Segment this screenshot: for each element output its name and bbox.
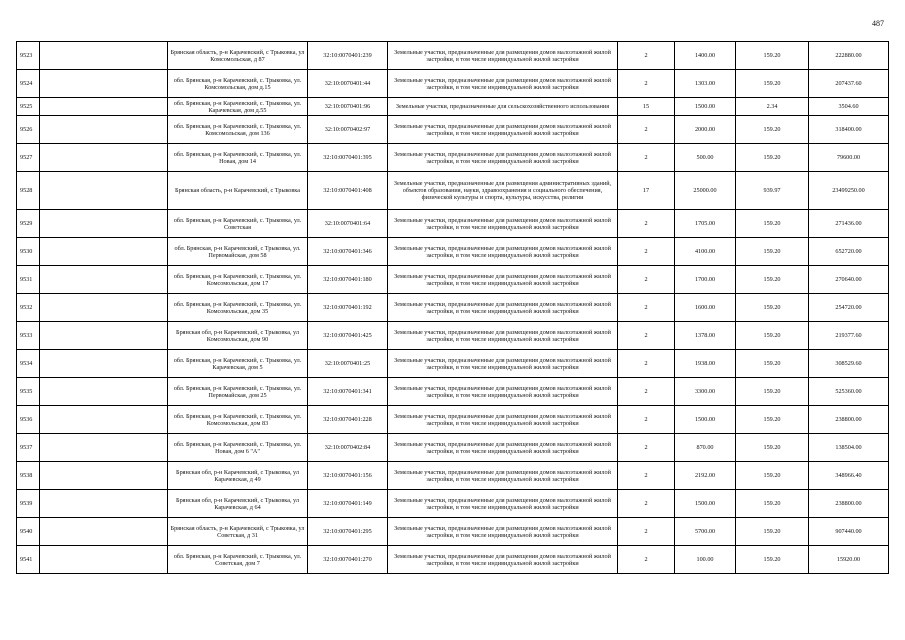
blank-cell xyxy=(40,172,168,210)
table-row xyxy=(17,490,889,518)
cadastral-number-cell: 32:10:0070401:180 xyxy=(308,266,388,294)
category-cell: 2 xyxy=(618,266,675,294)
table-row xyxy=(17,406,889,434)
blank-cell xyxy=(40,518,168,546)
cadastral-value-cell: 270640.00 xyxy=(809,266,889,294)
cadastral-number-cell: 32:10:0070401:228 xyxy=(308,406,388,434)
cadastral-value-cell: 3504.60 xyxy=(809,98,889,116)
category-cell: 2 xyxy=(618,144,675,172)
cadastral-number-cell: 32:10:0070401:341 xyxy=(308,378,388,406)
area-cell: 1500.00 xyxy=(675,406,736,434)
row-number-cell: 9528 xyxy=(17,172,40,210)
row-number-cell: 9539 xyxy=(17,490,40,518)
address-cell: Брянская обл, р-н Карачевский, с Трыковка, ул Комсомольская, дом 90 xyxy=(168,322,308,350)
address-cell: обл. Брянская, р-н Карачевский, с. Трыковка, ул. Комсомольская, дом 35 xyxy=(168,294,308,322)
cadastral-value-cell: 238800.00 xyxy=(809,490,889,518)
area-cell: 1303.00 xyxy=(675,70,736,98)
area-cell: 4100.00 xyxy=(675,238,736,266)
land-use-cell: Земельные участки, предназначенные для размещения домов малоэтажной жилой застройки, в том числе индивидуальной жилой застройки xyxy=(388,322,618,350)
cadastral-number-cell: 32:10:0070401:408 xyxy=(308,172,388,210)
land-use-cell: Земельные участки, предназначенные для размещения домов малоэтажной жилой застройки, в том числе индивидуальной жилой застройки xyxy=(388,434,618,462)
unit-value-cell: 159.20 xyxy=(736,210,809,238)
unit-value-cell: 159.20 xyxy=(736,462,809,490)
category-cell: 2 xyxy=(618,70,675,98)
area-cell: 3300.00 xyxy=(675,378,736,406)
row-number-cell: 9531 xyxy=(17,266,40,294)
area-cell: 500.00 xyxy=(675,144,736,172)
cadastral-number-cell: 32:10:0070401:239 xyxy=(308,42,388,70)
land-use-cell: Земельные участки, предназначенные для размещения домов малоэтажной жилой застройки, в том числе индивидуальной жилой застройки xyxy=(388,210,618,238)
cadastral-number-cell: 32:10:0070401:425 xyxy=(308,322,388,350)
land-use-cell: Земельные участки, предназначенные для размещения домов малоэтажной жилой застройки, в том числе индивидуальной жилой застройки xyxy=(388,238,618,266)
table-row xyxy=(17,70,889,98)
unit-value-cell: 159.20 xyxy=(736,116,809,144)
address-cell: Брянская обл, р-н Карачевский, с Трыковка, ул Карачевская, д 64 xyxy=(168,490,308,518)
category-cell: 2 xyxy=(618,350,675,378)
land-use-cell: Земельные участки, предназначенные для сельскохозяйственного использования xyxy=(388,98,618,116)
cadastral-value-cell: 271436.00 xyxy=(809,210,889,238)
cadastral-value-cell: 219377.60 xyxy=(809,322,889,350)
category-cell: 2 xyxy=(618,434,675,462)
category-cell: 2 xyxy=(618,210,675,238)
table-body xyxy=(17,42,889,574)
land-use-cell: Земельные участки, предназначенные для размещения домов малоэтажной жилой застройки, в том числе индивидуальной жилой застройки xyxy=(388,266,618,294)
area-cell: 1500.00 xyxy=(675,490,736,518)
blank-cell xyxy=(40,116,168,144)
unit-value-cell: 159.20 xyxy=(736,144,809,172)
category-cell: 2 xyxy=(618,116,675,144)
land-use-cell: Земельные участки, предназначенные для размещения административных зданий, объектов образования, науки, здравоохранения и социального обеспечения, физической культуры и спорта, культуры, искусства, религии xyxy=(388,172,618,210)
unit-value-cell: 159.20 xyxy=(736,406,809,434)
blank-cell xyxy=(40,210,168,238)
cadastral-number-cell: 32:10:0070401:96 xyxy=(308,98,388,116)
unit-value-cell: 159.20 xyxy=(736,518,809,546)
row-number-cell: 9533 xyxy=(17,322,40,350)
area-cell: 1500.00 xyxy=(675,98,736,116)
address-cell: обл. Брянская, р-н Карачевский, с. Трыковка, ул. Комсомольская, дом 136 xyxy=(168,116,308,144)
cadastral-value-cell: 318400.00 xyxy=(809,116,889,144)
address-cell: Брянская область, р-н Карачевский, с Трыковка xyxy=(168,172,308,210)
cadastral-value-cell: 79600.00 xyxy=(809,144,889,172)
cadastral-value-cell: 15920.00 xyxy=(809,546,889,574)
cadastral-number-cell: 32:10:0070402:84 xyxy=(308,434,388,462)
blank-cell xyxy=(40,266,168,294)
table-row xyxy=(17,322,889,350)
blank-cell xyxy=(40,322,168,350)
category-cell: 2 xyxy=(618,42,675,70)
category-cell: 17 xyxy=(618,172,675,210)
category-cell: 2 xyxy=(618,490,675,518)
address-cell: обл. Брянская, р-н Карачевский, с. Трыковка, ул. Карачевская, дом 5 xyxy=(168,350,308,378)
cadastral-number-cell: 32:10:0070401:270 xyxy=(308,546,388,574)
cadastral-value-cell: 254720.00 xyxy=(809,294,889,322)
unit-value-cell: 159.20 xyxy=(736,350,809,378)
cadastral-number-cell: 32:10:0070401:395 xyxy=(308,144,388,172)
blank-cell xyxy=(40,294,168,322)
row-number-cell: 9541 xyxy=(17,546,40,574)
row-number-cell: 9532 xyxy=(17,294,40,322)
row-number-cell: 9536 xyxy=(17,406,40,434)
cadastral-number-cell: 32:10:0070402:97 xyxy=(308,116,388,144)
cadastral-value-cell: 138504.00 xyxy=(809,434,889,462)
area-cell: 25000.00 xyxy=(675,172,736,210)
cadastral-value-cell: 525360.00 xyxy=(809,378,889,406)
cadastral-number-cell: 32:10:0070401:192 xyxy=(308,294,388,322)
table-row xyxy=(17,144,889,172)
unit-value-cell: 159.20 xyxy=(736,434,809,462)
address-cell: Брянская обл, р-н Карачевский, с Трыковка, ул Карачевская, д 49 xyxy=(168,462,308,490)
page-number: 487 xyxy=(872,19,884,28)
land-use-cell: Земельные участки, предназначенные для размещения домов малоэтажной жилой застройки, в том числе индивидуальной жилой застройки xyxy=(388,490,618,518)
cadastral-number-cell: 32:10:0070401:64 xyxy=(308,210,388,238)
address-cell: обл. Брянская, р-н Карачевский, с. Трыковка, ул. Советская, дом 7 xyxy=(168,546,308,574)
address-cell: обл. Брянская, р-н Карачевский, с. Трыковка, ул. Новая, дом 6 "А" xyxy=(168,434,308,462)
blank-cell xyxy=(40,378,168,406)
unit-value-cell: 2.34 xyxy=(736,98,809,116)
address-cell: обл. Брянская, р-н Карачевский, с. Трыковка, ул. Первомайская, дом 25 xyxy=(168,378,308,406)
cadastral-number-cell: 32:10:0070401:295 xyxy=(308,518,388,546)
area-cell: 1400.00 xyxy=(675,42,736,70)
blank-cell xyxy=(40,462,168,490)
blank-cell xyxy=(40,70,168,98)
land-use-cell: Земельные участки, предназначенные для размещения домов малоэтажной жилой застройки, в том числе индивидуальной жилой застройки xyxy=(388,70,618,98)
row-number-cell: 9529 xyxy=(17,210,40,238)
table-row xyxy=(17,518,889,546)
cadastral-value-cell: 207437.60 xyxy=(809,70,889,98)
category-cell: 2 xyxy=(618,462,675,490)
address-cell: обл. Брянская, р-н Карачевский, с. Трыковка, ул. Карачевская, дом д.55 xyxy=(168,98,308,116)
address-cell: обл. Брянская, р-н Карачевский, с. Трыковка, ул. Новая, дом 14 xyxy=(168,144,308,172)
table-row xyxy=(17,546,889,574)
cadastral-number-cell: 32:10:0070401:156 xyxy=(308,462,388,490)
cadastral-value-cell: 348966.40 xyxy=(809,462,889,490)
cadastral-value-table xyxy=(16,41,889,574)
table-row xyxy=(17,42,889,70)
row-number-cell: 9525 xyxy=(17,98,40,116)
table-row xyxy=(17,350,889,378)
land-use-cell: Земельные участки, предназначенные для размещения домов малоэтажной жилой застройки, в том числе индивидуальной жилой застройки xyxy=(388,294,618,322)
unit-value-cell: 159.20 xyxy=(736,266,809,294)
blank-cell xyxy=(40,98,168,116)
table-row xyxy=(17,378,889,406)
table-row xyxy=(17,172,889,210)
cadastral-value-cell: 907440.00 xyxy=(809,518,889,546)
land-use-cell: Земельные участки, предназначенные для размещения домов малоэтажной жилой застройки, в том числе индивидуальной жилой застройки xyxy=(388,42,618,70)
address-cell: обл. Брянская, р-н Карачевский, с. Трыковка, ул. Советская xyxy=(168,210,308,238)
unit-value-cell: 939.97 xyxy=(736,172,809,210)
cadastral-value-cell: 222880.00 xyxy=(809,42,889,70)
area-cell: 1938.00 xyxy=(675,350,736,378)
area-cell: 2192.00 xyxy=(675,462,736,490)
table-row xyxy=(17,238,889,266)
blank-cell xyxy=(40,42,168,70)
table-row xyxy=(17,434,889,462)
blank-cell xyxy=(40,350,168,378)
land-use-cell: Земельные участки, предназначенные для размещения домов малоэтажной жилой застройки, в том числе индивидуальной жилой застройки xyxy=(388,462,618,490)
category-cell: 2 xyxy=(618,546,675,574)
row-number-cell: 9523 xyxy=(17,42,40,70)
row-number-cell: 9530 xyxy=(17,238,40,266)
land-use-cell: Земельные участки, предназначенные для размещения домов малоэтажной жилой застройки, в том числе индивидуальной жилой застройки xyxy=(388,518,618,546)
category-cell: 2 xyxy=(618,294,675,322)
land-use-cell: Земельные участки, предназначенные для размещения домов малоэтажной жилой застройки, в том числе индивидуальной жилой застройки xyxy=(388,406,618,434)
land-use-cell: Земельные участки, предназначенные для размещения домов малоэтажной жилой застройки, в том числе индивидуальной жилой застройки xyxy=(388,116,618,144)
blank-cell xyxy=(40,490,168,518)
cadastral-value-cell: 652720.00 xyxy=(809,238,889,266)
unit-value-cell: 159.20 xyxy=(736,42,809,70)
unit-value-cell: 159.20 xyxy=(736,238,809,266)
address-cell: обл. Брянская, р-н Карачевский, с. Трыковка, ул. Комсомольская, дом 83 xyxy=(168,406,308,434)
address-cell: обл. Брянская, р-н Карачевский, с. Трыковка, ул. Комсомольская, дом д.15 xyxy=(168,70,308,98)
category-cell: 2 xyxy=(618,238,675,266)
category-cell: 2 xyxy=(618,406,675,434)
cadastral-value-cell: 308529.60 xyxy=(809,350,889,378)
table-row xyxy=(17,294,889,322)
land-use-cell: Земельные участки, предназначенные для размещения домов малоэтажной жилой застройки, в том числе индивидуальной жилой застройки xyxy=(388,378,618,406)
cadastral-number-cell: 32:10:0070401:346 xyxy=(308,238,388,266)
unit-value-cell: 159.20 xyxy=(736,490,809,518)
area-cell: 100.00 xyxy=(675,546,736,574)
blank-cell xyxy=(40,434,168,462)
unit-value-cell: 159.20 xyxy=(736,322,809,350)
unit-value-cell: 159.20 xyxy=(736,546,809,574)
address-cell: обл. Брянская, р-н Карачевский, с. Трыковка, ул. Комсомольская, дом 17 xyxy=(168,266,308,294)
table-row xyxy=(17,210,889,238)
cadastral-number-cell: 32:10:0070401:25 xyxy=(308,350,388,378)
category-cell: 2 xyxy=(618,518,675,546)
cadastral-value-cell: 23499250.00 xyxy=(809,172,889,210)
area-cell: 870.00 xyxy=(675,434,736,462)
address-cell: Брянская область, р-н Карачевский, с Трыковка, ул Советская, д 31 xyxy=(168,518,308,546)
land-use-cell: Земельные участки, предназначенные для размещения домов малоэтажной жилой застройки, в том числе индивидуальной жилой застройки xyxy=(388,144,618,172)
area-cell: 2000.00 xyxy=(675,116,736,144)
area-cell: 1600.00 xyxy=(675,294,736,322)
row-number-cell: 9535 xyxy=(17,378,40,406)
row-number-cell: 9524 xyxy=(17,70,40,98)
blank-cell xyxy=(40,144,168,172)
table-row xyxy=(17,462,889,490)
blank-cell xyxy=(40,406,168,434)
row-number-cell: 9526 xyxy=(17,116,40,144)
address-cell: обл. Брянская, р-н Карачевский, с Трыковка, ул. Первомайская, дом 58 xyxy=(168,238,308,266)
area-cell: 1705.00 xyxy=(675,210,736,238)
blank-cell xyxy=(40,238,168,266)
unit-value-cell: 159.20 xyxy=(736,70,809,98)
blank-cell xyxy=(40,546,168,574)
unit-value-cell: 159.20 xyxy=(736,378,809,406)
category-cell: 15 xyxy=(618,98,675,116)
category-cell: 2 xyxy=(618,322,675,350)
area-cell: 1378.00 xyxy=(675,322,736,350)
unit-value-cell: 159.20 xyxy=(736,294,809,322)
row-number-cell: 9540 xyxy=(17,518,40,546)
cadastral-number-cell: 32:10:0070401:149 xyxy=(308,490,388,518)
table-row xyxy=(17,116,889,144)
table-row xyxy=(17,98,889,116)
row-number-cell: 9527 xyxy=(17,144,40,172)
category-cell: 2 xyxy=(618,378,675,406)
row-number-cell: 9537 xyxy=(17,434,40,462)
cadastral-number-cell: 32:10:0070401:44 xyxy=(308,70,388,98)
area-cell: 1700.00 xyxy=(675,266,736,294)
cadastral-value-cell: 238800.00 xyxy=(809,406,889,434)
row-number-cell: 9534 xyxy=(17,350,40,378)
land-use-cell: Земельные участки, предназначенные для размещения домов малоэтажной жилой застройки, в том числе индивидуальной жилой застройки xyxy=(388,350,618,378)
land-use-cell: Земельные участки, предназначенные для размещения домов малоэтажной жилой застройки, в том числе индивидуальной жилой застройки xyxy=(388,546,618,574)
table-row xyxy=(17,266,889,294)
area-cell: 5700.00 xyxy=(675,518,736,546)
row-number-cell: 9538 xyxy=(17,462,40,490)
address-cell: Брянская область, р-н Карачевский, с Трыковка, ул Комсомольская, д 87 xyxy=(168,42,308,70)
